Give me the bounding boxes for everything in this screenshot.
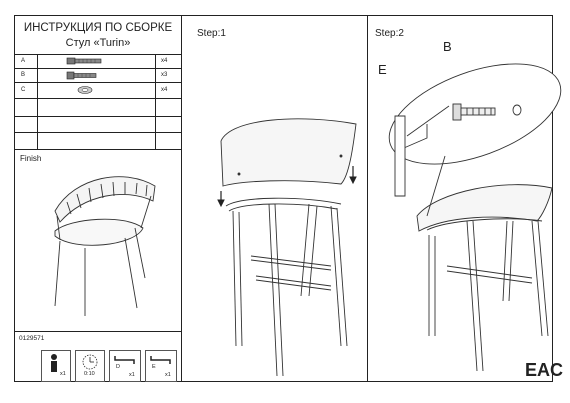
part-letter: A (21, 58, 26, 64)
tool-letter: D (116, 364, 120, 370)
parts-row-rule (15, 132, 181, 133)
parts-illustrations (15, 54, 155, 114)
step-2-illustration (367, 16, 564, 381)
parts-row-rule (15, 116, 181, 117)
clock-box (75, 350, 105, 382)
callout-e: E (378, 62, 387, 77)
tool-letter: E (152, 364, 156, 370)
step-1-label: Step:1 (197, 28, 226, 39)
bolt-a-icon (67, 58, 101, 64)
part-qty: x4 (161, 87, 168, 93)
product-name: Стул «Turin» (65, 37, 131, 49)
instruction-sheet (14, 15, 564, 382)
hex-key-d-box (109, 350, 141, 382)
article-number: 0129571 (19, 335, 45, 342)
tool-count: x1 (129, 372, 135, 378)
finish-bottom-rule (15, 331, 181, 332)
finished-chair-illustration (15, 156, 181, 326)
callout-b: B (443, 39, 452, 54)
step-1-illustration (181, 46, 367, 376)
hex-key-icon (146, 351, 176, 381)
finish-label: Finish (20, 154, 42, 163)
parts-table-bottom (15, 149, 181, 150)
bolt-b-icon (67, 72, 96, 79)
down-arrow-icon (218, 191, 224, 206)
tool-count: x1 (165, 372, 171, 378)
page-title: ИНСТРУКЦИЯ ПО СБОРКЕ (23, 22, 173, 34)
washer-c-icon (78, 87, 92, 94)
part-letter: B (21, 72, 26, 78)
down-arrow-icon (350, 166, 356, 183)
step-2-label: Step:2 (375, 28, 404, 39)
hex-key-e-box (145, 350, 177, 382)
part-qty: x4 (161, 58, 168, 64)
part-letter: C (21, 87, 26, 93)
person-count: x1 (60, 371, 66, 377)
footer-icons (15, 346, 181, 383)
person-box (41, 350, 71, 382)
parts-col-line (155, 54, 156, 149)
hex-key-icon (110, 351, 140, 381)
assembly-time: 0:10 (84, 371, 95, 377)
part-qty: x3 (161, 72, 168, 78)
eac-mark: EAC (525, 360, 564, 380)
